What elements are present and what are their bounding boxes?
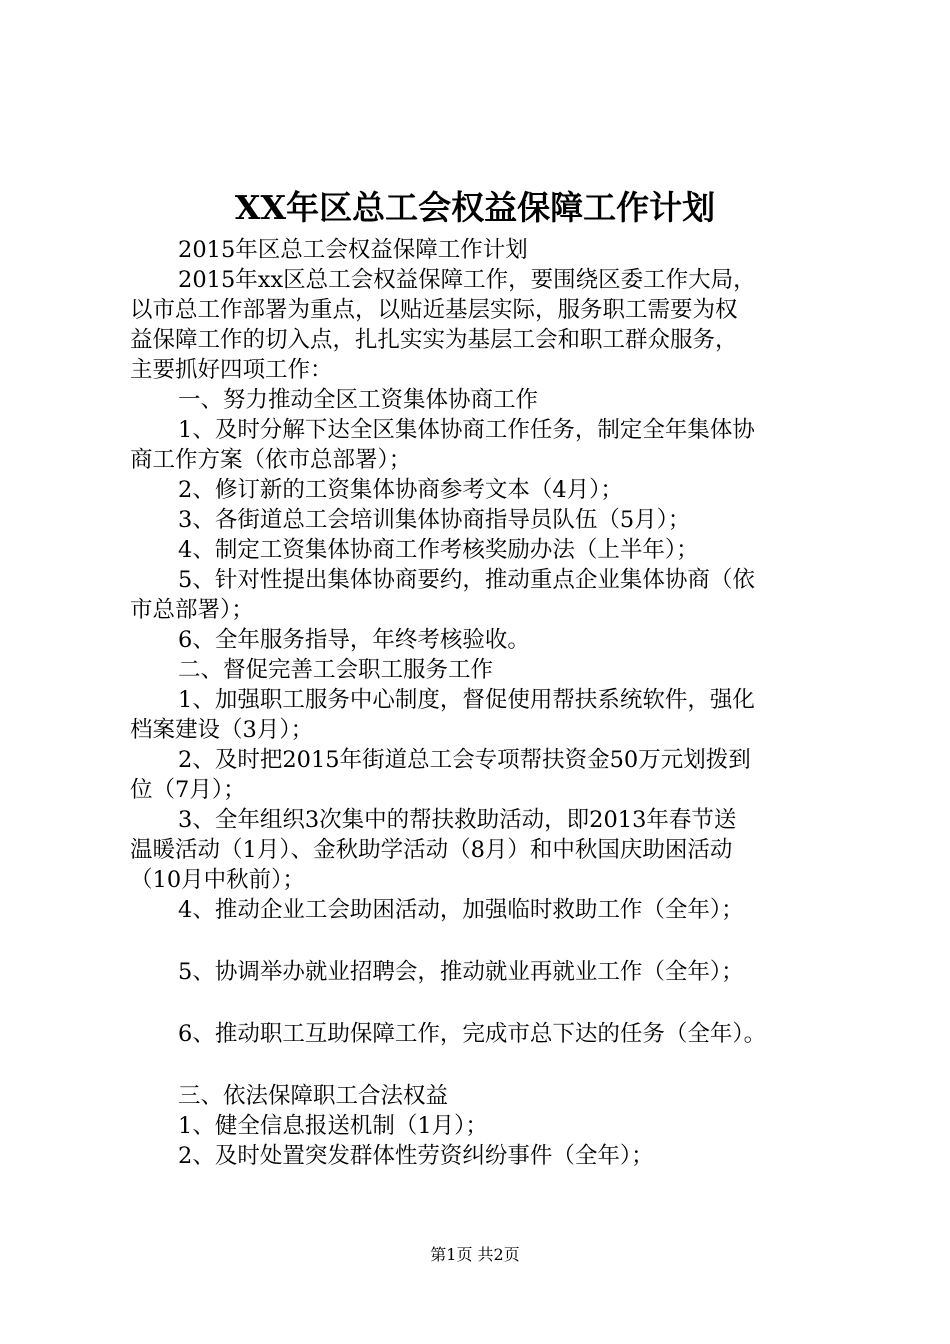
section-heading: 三、依法保障职工合法权益 bbox=[178, 1083, 449, 1109]
section-heading: 二、督促完善工会职工服务工作 bbox=[178, 657, 494, 683]
list-item-line: 1、加强职工服务中心制度，督促使用帮扶系统软件，强化 bbox=[178, 687, 755, 713]
blank-gap bbox=[130, 987, 830, 1019]
list-item-line: 3、各街道总工会培训集体协商指导员队伍（5月）； bbox=[178, 507, 691, 533]
blank-gap bbox=[130, 925, 830, 957]
list-item-line: 6、全年服务指导，年终考核验收。 bbox=[178, 627, 530, 653]
paragraph-line: 2015年xx区总工会权益保障工作，要围绕区委工作大局， bbox=[178, 267, 756, 293]
list-item-line: 3、全年组织3次集中的帮扶救助活动，即2013年春节送 bbox=[178, 807, 737, 833]
list-item-line: 5、针对性提出集体协商要约，推动重点企业集体协商（依 bbox=[178, 567, 755, 593]
list-item-line: 5、协调举办就业招聘会，推动就业再就业工作（全年）； bbox=[178, 959, 744, 985]
document-body bbox=[130, 235, 830, 1171]
list-item-line: 档案建设（3月）； bbox=[130, 717, 314, 743]
list-item-line: 1、及时分解下达全区集体协商工作任务，制定全年集体协 bbox=[178, 417, 755, 443]
list-item-line: 6、推动职工互助保障工作，完成市总下达的任务（全年）。 bbox=[178, 1021, 767, 1047]
list-item-line: （10月中秋前）； bbox=[130, 867, 305, 893]
list-item-line: 2、及时处置突发群体性劳资纠纷事件（全年）； bbox=[178, 1143, 654, 1169]
subtitle-line: 2015年区总工会权益保障工作计划 bbox=[178, 237, 528, 263]
list-item-line: 4、制定工资集体协商工作考核奖励办法（上半年）； bbox=[178, 537, 699, 563]
list-item-line: 温暖活动（1月）、金秋助学活动（8月）和中秋国庆助困活动 bbox=[130, 837, 733, 863]
list-item-line: 4、推动企业工会助困活动，加强临时救助工作（全年）； bbox=[178, 897, 744, 923]
list-item-line: 商工作方案（依市总部署）； bbox=[130, 447, 412, 473]
paragraph-line: 以市总工作部署为重点，以贴近基层实际，服务职工需要为权 bbox=[130, 297, 738, 323]
paragraph-line: 主要抓好四项工作： bbox=[130, 357, 333, 383]
document-title: XX年区总工会权益保障工作计划 bbox=[234, 188, 716, 227]
paragraph-line: 益保障工作的切入点，扎扎实实为基层工会和职工群众服务， bbox=[130, 327, 738, 353]
section-heading: 一、努力推动全区工资集体协商工作 bbox=[178, 387, 539, 413]
list-item-line: 2、及时把2015年街道总工会专项帮扶资金50万元划拨到 bbox=[178, 747, 751, 773]
list-item-line: 2、修订新的工资集体协商参考文本（4月）； bbox=[178, 477, 623, 503]
list-item-line: 1、健全信息报送机制（1月）； bbox=[178, 1113, 488, 1139]
page-number-footer: 第1页 共2页 bbox=[430, 1245, 520, 1264]
list-item-line: 市总部署）； bbox=[130, 597, 254, 623]
list-item-line: 位（7月）； bbox=[130, 777, 246, 803]
blank-gap bbox=[130, 1049, 830, 1081]
